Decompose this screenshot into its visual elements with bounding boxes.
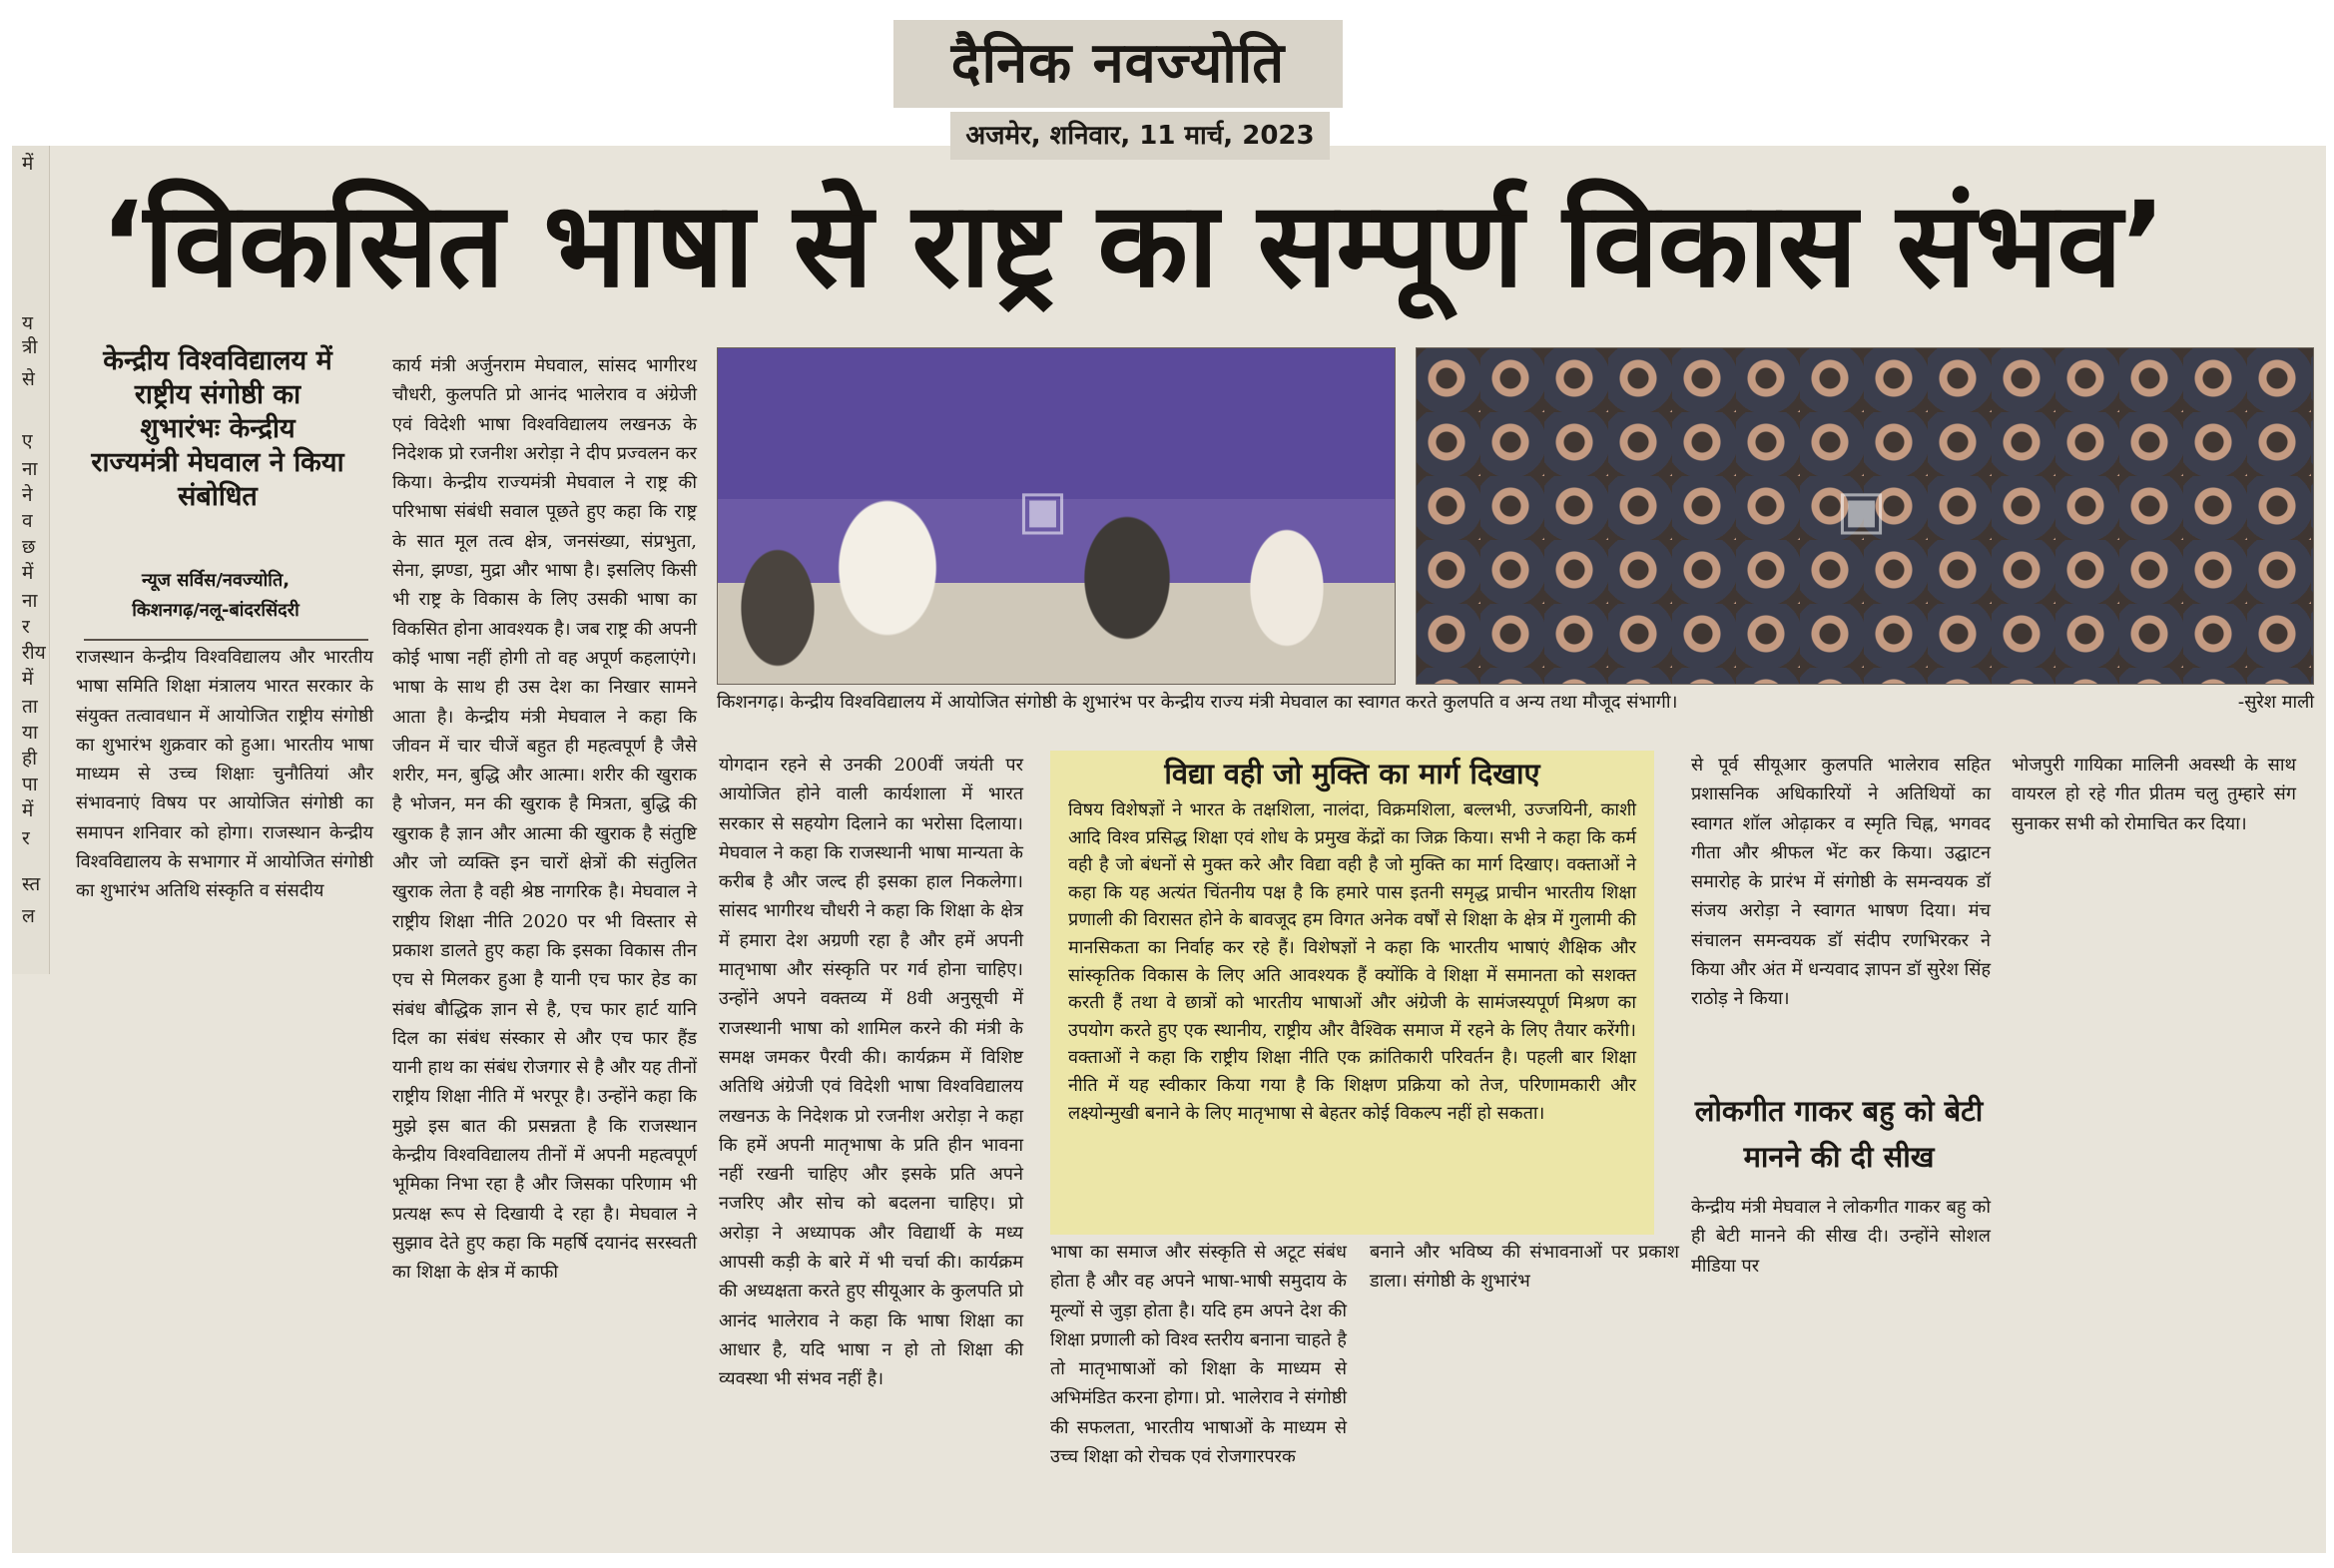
strip-fragment: में xyxy=(22,562,34,584)
strip-fragment: ता xyxy=(22,696,38,718)
strip-fragment: या xyxy=(22,722,38,744)
strip-fragment: व xyxy=(22,510,33,532)
highlight-box-title: विद्या वही जो मुक्ति का मार्ग दिखाए xyxy=(1164,757,1540,790)
strip-fragment: ए xyxy=(22,430,33,452)
highlight-box xyxy=(1050,751,1654,1235)
audience-photo xyxy=(1416,347,2314,685)
subheadline-line: राष्ट्रीय संगोष्ठी का xyxy=(134,379,301,410)
main-headline: ‘विकसित भाषा से राष्ट्र का सम्पूर्ण विकास संभव’ xyxy=(100,176,2165,313)
strip-fragment: छ xyxy=(22,536,36,558)
article-column-5: बनाने और भविष्य की संभावनाओं पर प्रकाश डाला। संगोष्ठी के शुभारंभ xyxy=(1370,1242,1679,1293)
subheadline-line: शुभारंभः केन्द्रीय xyxy=(140,413,295,444)
highlight-box-body: विषय विशेषज्ञों ने भारत के तक्षशिला, नालंदा, विक्रमशिला, बल्लभी, उज्जयिनी, काशी आदि विश्व प्रसिद्ध शिक्षा एवं शोध के प्रमुख केंद्रों का जिक्र किया। सभी ने कहा कि कर्म वही है जो बंधनों से मुक्त करे और विद्या वही है जो मुक्ति का मार्ग दिखाए। वक्ताओं ने कहा कि यह अत्यंत चिंतनीय पक्ष है कि हमारे पास इतनी समृद्ध प्राचीन भारतीय शिक्षा प्रणाली की विरासत होने के बावजूद हम विगत अनेक वर्षों से शिक्षा के क्षेत्र में गुलामी की मानसिकता का निर्वाह कर रहे हैं। विशेषज्ञों ने कहा कि भारतीय भाषाएं शैक्षिक और सांस्कृतिक विकास के लिए अति आवश्यक हैं क्योंकि वे शिक्षा में समानता को सशक्त करती हैं तथा वे छात्रों को भारतीय भाषाओं और अंग्रेजी के सामंजस्यपूर्ण मिश्रण का उपयोग करते हुए एक स्थानीय, राष्ट्रीय और वैश्विक समाज में रहने के लिए तैयार करेंगी। वक्ताओं ने कहा कि राष्ट्रीय शिक्षा नीति एक क्रांतिकारी परिवर्तन है। पहली बार शिक्षा नीति में यह स्वीकार किया गया है कि शिक्षण प्रक्रिया को तेज, परिणामकारी और लक्ष्योन्मुखी बनाने के लिए मातृभाषा से बेहतर कोई विकल्प नहीं हो सकता। xyxy=(1068,799,1636,1124)
byline xyxy=(80,566,351,636)
photo-icon: ▣ xyxy=(1017,478,1069,541)
byline-place: किशनगढ़/नलू-बांदरसिंदरी xyxy=(132,600,299,621)
photo-caption xyxy=(717,687,2314,719)
article-column-6: से पूर्व सीयूआर कुलपति भालेराव सहित प्रशासनिक अधिकारियों ने अतिथियों का स्वागत शॉल ओढ़ाकर व स्मृति चिह्न, भगवद गीता और श्रीफल भेंट कर किया। उद्घाटन समारोह के प्रारंभ में संगोष्ठी के समन्वयक डॉ संजय अरोड़ा ने स्वागत भाषण दिया। मंच संचालन समन्वयक डॉ संदीप रणभिरकर ने किया और अंत में धन्यवाद ज्ञापन डॉ सुरेश सिंह राठोड़ ने किया। xyxy=(1691,755,1991,1010)
strip-fragment: य xyxy=(22,312,34,334)
article-column-3: योगदान रहने से उनकी 200वीं जयंती पर आयोजित होने वाली कार्यशाला में भारत सरकार से सहयोग दिलाने का भरोसा दिलाया। मेघवाल ने कहा कि राजस्थानी भाषा मान्यता के करीब है और जल्द ही इसका हाल निकलेगा। सांसद भागीरथ चौधरी ने कहा कि शिक्षा के क्षेत्र में हमारा देश अग्रणी रहा है और हमें अपनी मातृभाषा और संस्कृति पर गर्व होना चाहिए। उन्होंने अपने वक्तव्य में 8वी अनुसूची में राजस्थानी भाषा को शामिल करने की मंत्री के समक्ष जमकर पैरवी की। कार्यक्रम में विशिष्ट अतिथि अंग्रेजी एवं विदेशी भाषा विश्वविद्यालय लखनऊ के निदेशक प्रो रजनीश अरोड़ा ने कहा कि हमें अपनी मातृभाषा के प्रति हीन भावना नहीं रखनी चाहिए और इसके प्रति अपने नजरिए और सोच को बदलना चाहिए। प्रो अरोड़ा ने अध्यापक और विद्यार्थी के मध्य आपसी कड़ी के बारे में भी चर्चा की। कार्यक्रम की अध्यक्षता करते हुए सीयूआर के कुलपति प्रो आनंद भालेराव ने कहा कि भाषा शिक्षा का आधार है, यदि भाषा न हो तो शिक्षा की व्यवस्था भी संभव नहीं है। xyxy=(719,755,1023,1390)
strip-fragment: में xyxy=(22,153,34,175)
byline-rule xyxy=(84,639,368,641)
strip-fragment: र xyxy=(22,827,30,849)
subheadline-line: केन्द्रीय विश्वविद्यालय में xyxy=(103,345,332,376)
subheadline-line: राज्यमंत्री मेघवाल ने किया xyxy=(91,447,344,478)
photo-caption-text: किशनगढ़। केन्द्रीय विश्वविद्यालय में आयोजित संगोष्ठी के शुभारंभ पर केन्द्रीय राज्य मंत्री मेघवाल का स्वागत करते कुलपति व अन्य तथा मौजूद संभागी। xyxy=(717,692,1678,713)
newspaper-masthead: दैनिक नवज्योति xyxy=(893,20,1343,108)
subheadline-line: संबोधित xyxy=(178,481,258,512)
article-column-8: भोजपुरी गायिका मालिनी अवस्थी के साथ वायरल हो रहे गीत प्रीतम चलु तुम्हारे संग सुनाकर सभी को रोमाचित कर दिया। xyxy=(2012,755,2296,834)
strip-fragment: ना xyxy=(22,458,38,480)
photo-icon: ▣ xyxy=(1836,478,1888,541)
strip-fragment: ना xyxy=(22,590,38,612)
strip-fragment: त्री xyxy=(22,336,38,358)
photo-credit: -सुरेश माली xyxy=(2237,692,2314,713)
byline-agency: न्यूज सर्विस/नवज्योति, xyxy=(141,570,291,591)
article-column-7: केन्द्रीय मंत्री मेघवाल ने लोकगीत गाकर बहु को ही बेटी मानने की सीख दी। उन्होंने सोशल मीडिया पर xyxy=(1691,1197,1991,1277)
strip-fragment: रीय xyxy=(22,642,46,664)
strip-fragment: पा xyxy=(22,774,38,795)
strip-fragment: र xyxy=(22,616,30,638)
strip-fragment: ल xyxy=(22,905,35,927)
article-column-2: कार्य मंत्री अर्जुनराम मेघवाल, सांसद भागीरथ चौधरी, कुलपति प्रो आनंद भालेराव व अंग्रेजी एवं विदेशी भाषा विश्वविद्यालय लखनऊ के निदेशक प्रो रजनीश अरोड़ा ने दीप प्रज्वलन कर किया। केन्द्रीय राज्यमंत्री मेघवाल ने राष्ट्र की परिभाषा संबंधी सवाल पूछते हुए कहा कि राष्ट्र के सात मूल तत्व क्षेत्र, जनसंख्या, संप्रभुता, सेना, झण्डा, मुद्रा और भाषा है। इसलिए किसी भी राष्ट्र के विकास के लिए उसकी भाषा का विकसित होना आवश्यक है। जब राष्ट्र की अपनी कोई भाषा नहीं होगी तो वह अपूर्ण कहलाएंगे। भाषा के साथ ही उस देश का निखार सामने आता है। केन्द्रीय मंत्री मेघवाल ने कहा कि जीवन में चार चीजें बहुत ही महत्वपूर्ण है जैसे शरीर, मन, बुद्धि और आत्मा। शरीर की खुराक है भोजन, मन की खुराक है मित्रता, बुद्धि की खुराक है ज्ञान और आत्मा की खुराक है संतुष्टि और जो व्यक्ति इन चारों क्षेत्रों की संतुलित खुराक लेता है वही श्रेष्ठ नागरिक है। मेघवाल ने राष्ट्रीय शिक्षा नीति 2020 पर भी विस्तार से प्रकाश डालते हुए कहा कि इसका विकास तीन एच से मिलकर हुआ है यानी एच फार हेड का संबंध बौद्धिक ज्ञान से है, एच फार हार्ट यानि दिल का संबंध संस्कार से और एच फार हैंड यानी हाथ का संबंध रोजगार से है और यह तीनों राष्ट्रीय शिक्षा नीति में भरपूर है। उन्होंने कहा कि मुझे इस बात की प्रसन्नता है कि राजस्थान केन्द्रीय विश्वविद्यालय तीनों में अपनी महत्वपूर्ण भूमिका निभा रहा है और जिसका परिणाम भी प्रत्यक्ष रूप से दिखायी दे रहा है। मेघवाल ने सुझाव देते हुए कहा कि महर्षि दयानंद सरस्वती का शिक्षा के क्षेत्र में काफी xyxy=(392,355,697,1284)
event-stage-photo xyxy=(717,347,1396,685)
strip-fragment: से xyxy=(22,368,35,390)
strip-fragment: स्त xyxy=(22,873,41,895)
article-column-1: राजस्थान केन्द्रीय विश्वविद्यालय और भारतीय भाषा समिति शिक्षा मंत्रालय भारत सरकार के संयुक्त तत्वावधान में आयोजित राष्ट्रीय संगोष्ठी का शुभारंभ शुक्रवार को हुआ। भारतीय भाषा माध्यम से उच्च शिक्षाः चुनौतियां और संभावनाएं विषय पर आयोजित संगोष्ठी का समापन शनिवार को होगा। राजस्थान केन्द्रीय विश्वविद्यालय के सभागार में आयोजित संगोष्ठी का शुभारंभ अतिथि संस्कृति व संसदीय xyxy=(76,647,373,902)
article-column-4: भाषा का समाज और संस्कृति से अटूट संबंध होता है और वह अपने भाषा-भाषी समुदाय के मूल्यों से जुड़ा होता है। यदि हम अपने देश की शिक्षा प्रणाली को विश्व स्तरीय बनाना चाहते है तो मातृभाषाओं को शिक्षा के माध्यम से अभिमंडित करना होगा। प्रो. भालेराव ने संगोष्ठी की सफलता, भारतीय भाषाओं के माध्यम से उच्च शिक्षा को रोचक एवं रोजगारपरक xyxy=(1050,1242,1347,1468)
adjacent-column-strip xyxy=(12,146,50,974)
strip-fragment: ने xyxy=(22,484,33,506)
strip-fragment: ही xyxy=(22,748,38,770)
strip-fragment: में xyxy=(22,799,34,821)
dateline: अजमेर, शनिवार, 11 मार्च, 2023 xyxy=(950,112,1330,160)
folk-song-subheading: लोकगीत गाकर बहु को बेटी मानने की दी सीख xyxy=(1694,1094,1984,1174)
strip-fragment: में xyxy=(22,668,34,690)
subheadline xyxy=(68,344,367,516)
